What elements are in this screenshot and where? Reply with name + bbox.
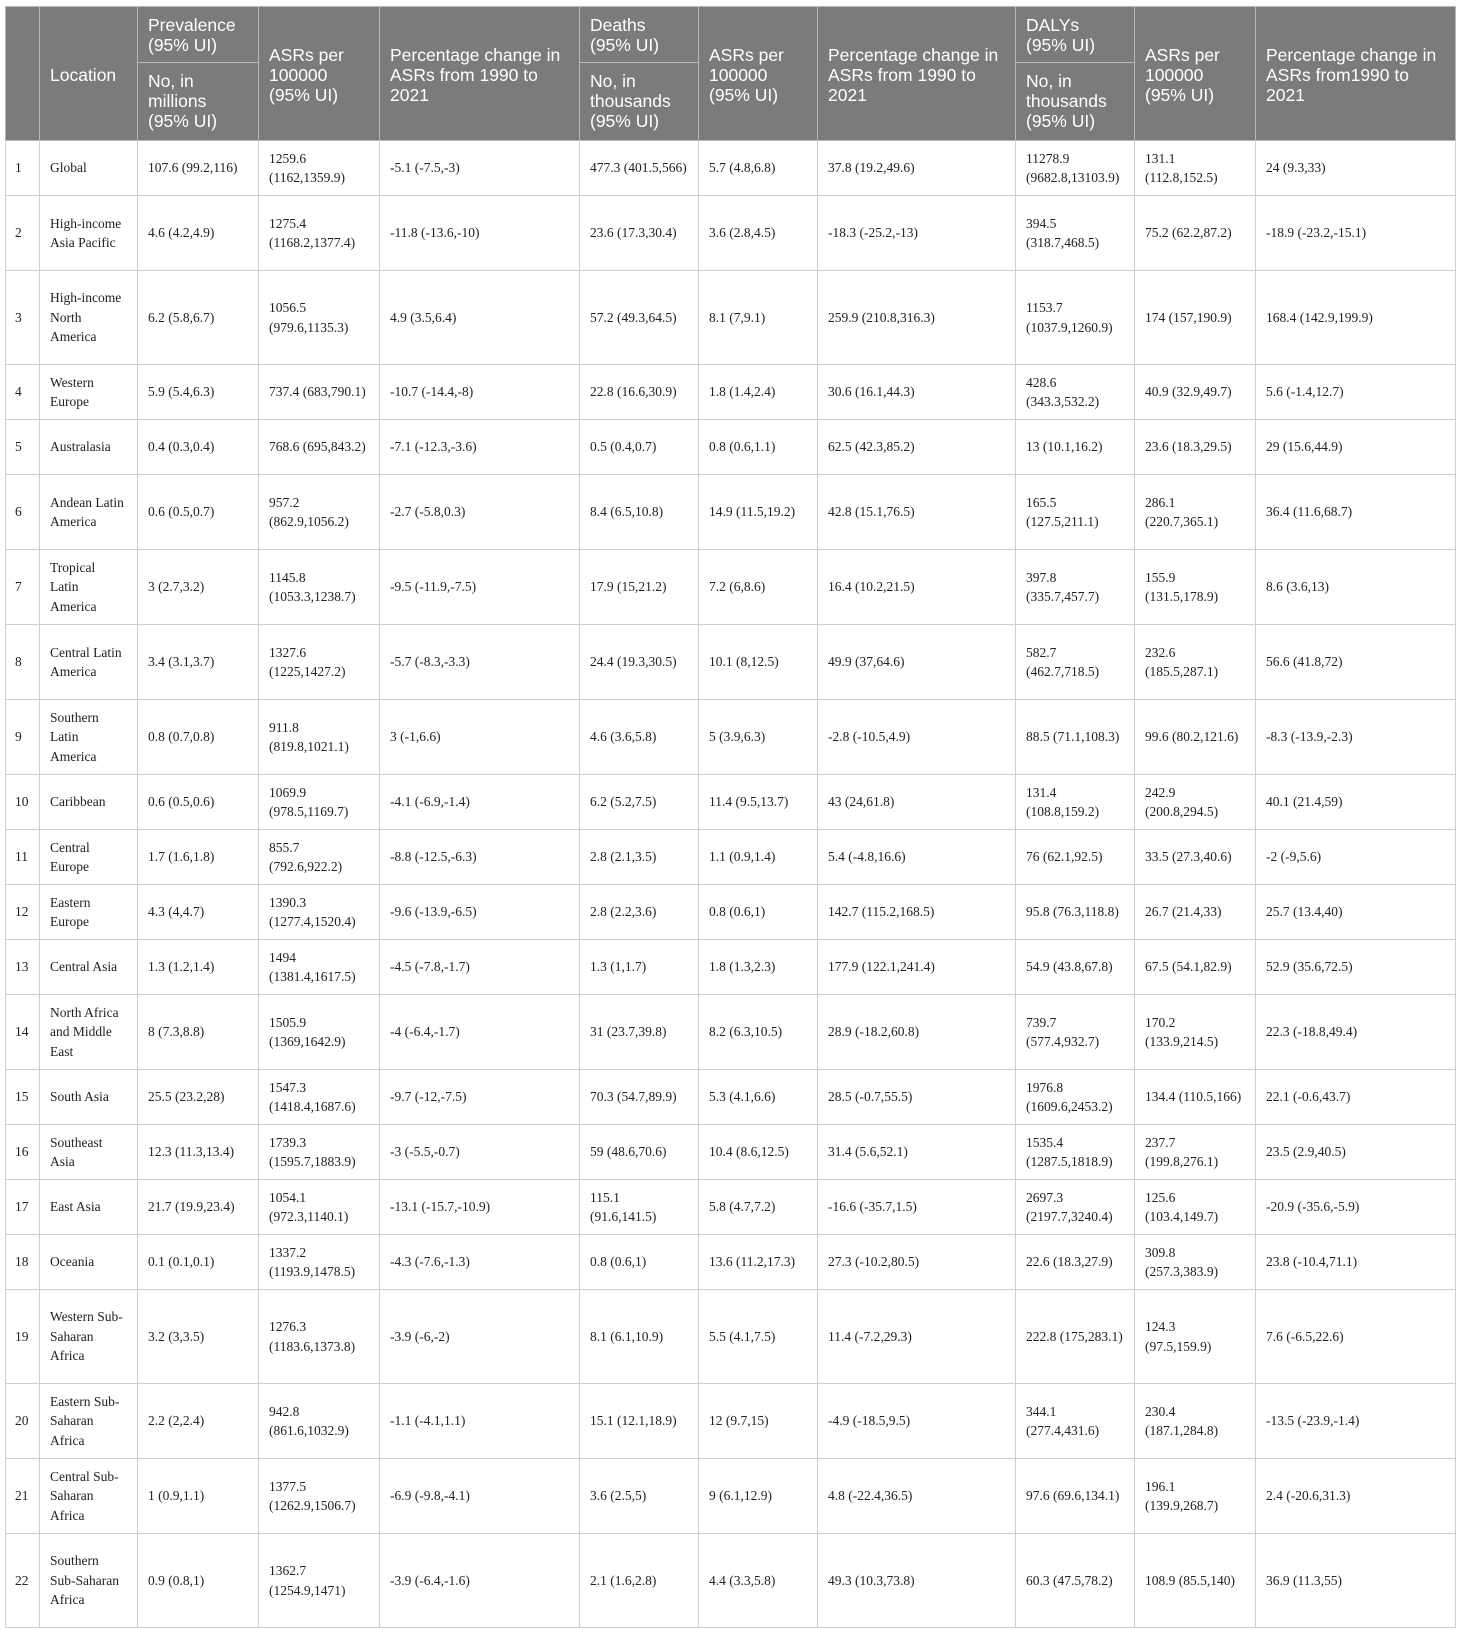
prevalence-count: 1 (0.9,1.1) — [138, 1459, 259, 1534]
prevalence-count: 0.8 (0.7,0.8) — [138, 700, 259, 775]
burden-table — [5, 6, 1456, 1628]
dalys-count: 76 (62.1,92.5) — [1016, 830, 1135, 885]
row-index: 21 — [6, 1459, 40, 1534]
dalys-asr: 170.2 (133.9,214.5) — [1135, 995, 1256, 1070]
location-cell: Southeast Asia — [40, 1125, 138, 1180]
prevalence-asr: 957.2 (862.9,1056.2) — [259, 475, 380, 550]
prevalence-pct-change: -4.3 (-7.6,-1.3) — [380, 1235, 580, 1290]
dalys-asr: 99.6 (80.2,121.6) — [1135, 700, 1256, 775]
prevalence-pct-change: -2.7 (-5.8,0.3) — [380, 475, 580, 550]
dalys-count: 2697.3 (2197.7,3240.4) — [1016, 1180, 1135, 1235]
dalys-asr: 242.9 (200.8,294.5) — [1135, 775, 1256, 830]
location-cell: Southern Latin America — [40, 700, 138, 775]
prevalence-asr: 1275.4 (1168.2,1377.4) — [259, 196, 380, 271]
dalys-pct-change: 23.5 (2.9,40.5) — [1256, 1125, 1456, 1180]
prevalence-asr: 911.8 (819.8,1021.1) — [259, 700, 380, 775]
deaths-count: 2.8 (2.1,3.5) — [580, 830, 699, 885]
prevalence-pct-change: -10.7 (-14.4,-8) — [380, 365, 580, 420]
deaths-pct-change: 49.9 (37,64.6) — [818, 625, 1016, 700]
dalys-pct-change: 2.4 (-20.6,31.3) — [1256, 1459, 1456, 1534]
dalys-count: 222.8 (175,283.1) — [1016, 1290, 1135, 1384]
deaths-pct-change: 177.9 (122.1,241.4) — [818, 940, 1016, 995]
table-row — [6, 1384, 1456, 1459]
prevalence-asr: 737.4 (683,790.1) — [259, 365, 380, 420]
location-cell: Andean Latin America — [40, 475, 138, 550]
prevalence-pct-change: 3 (-1,6.6) — [380, 700, 580, 775]
table-row — [6, 141, 1456, 196]
dalys-pct-change: -2 (-9,5.6) — [1256, 830, 1456, 885]
dalys-pct-change: 22.1 (-0.6,43.7) — [1256, 1070, 1456, 1125]
table-row — [6, 700, 1456, 775]
prevalence-pct-change: -5.1 (-7.5,-3) — [380, 141, 580, 196]
deaths-pct-change: 16.4 (10.2,21.5) — [818, 550, 1016, 625]
prevalence-asr: 1327.6 (1225,1427.2) — [259, 625, 380, 700]
deaths-count: 2.1 (1.6,2.8) — [580, 1534, 699, 1628]
deaths-asr: 5.8 (4.7,7.2) — [699, 1180, 818, 1235]
dalys-asr: 40.9 (32.9,49.7) — [1135, 365, 1256, 420]
header-deaths-pct-change: Percentage change in ASRs from 1990 to 2021 — [818, 7, 1016, 141]
table-row — [6, 1534, 1456, 1628]
dalys-asr: 286.1 (220.7,365.1) — [1135, 475, 1256, 550]
prevalence-pct-change: -9.6 (-13.9,-6.5) — [380, 885, 580, 940]
deaths-pct-change: 42.8 (15.1,76.5) — [818, 475, 1016, 550]
table-row — [6, 271, 1456, 365]
deaths-count: 0.5 (0.4,0.7) — [580, 420, 699, 475]
dalys-count: 1535.4 (1287.5,1818.9) — [1016, 1125, 1135, 1180]
deaths-pct-change: -18.3 (-25.2,-13) — [818, 196, 1016, 271]
deaths-pct-change: 142.7 (115.2,168.5) — [818, 885, 1016, 940]
deaths-count: 4.6 (3.6,5.8) — [580, 700, 699, 775]
table-row — [6, 550, 1456, 625]
table-row — [6, 775, 1456, 830]
location-cell: Western Europe — [40, 365, 138, 420]
header-location: Location — [40, 7, 138, 141]
dalys-count: 13 (10.1,16.2) — [1016, 420, 1135, 475]
row-index: 9 — [6, 700, 40, 775]
location-cell: Central Latin America — [40, 625, 138, 700]
header-deaths-group: Deaths (95% UI) — [580, 7, 699, 63]
dalys-pct-change: -8.3 (-13.9,-2.3) — [1256, 700, 1456, 775]
deaths-pct-change: 30.6 (16.1,44.3) — [818, 365, 1016, 420]
deaths-asr: 8.2 (6.3,10.5) — [699, 995, 818, 1070]
table-container — [5, 6, 1455, 1628]
location-cell: Caribbean — [40, 775, 138, 830]
dalys-pct-change: -13.5 (-23.9,-1.4) — [1256, 1384, 1456, 1459]
prevalence-pct-change: -4.5 (-7.8,-1.7) — [380, 940, 580, 995]
table-row — [6, 885, 1456, 940]
deaths-asr: 4.4 (3.3,5.8) — [699, 1534, 818, 1628]
deaths-asr: 1.8 (1.3,2.3) — [699, 940, 818, 995]
dalys-count: 428.6 (343.3,532.2) — [1016, 365, 1135, 420]
dalys-asr: 33.5 (27.3,40.6) — [1135, 830, 1256, 885]
table-row — [6, 995, 1456, 1070]
prevalence-asr: 1362.7 (1254.9,1471) — [259, 1534, 380, 1628]
dalys-count: 95.8 (76.3,118.8) — [1016, 885, 1135, 940]
deaths-asr: 10.1 (8,12.5) — [699, 625, 818, 700]
prevalence-asr: 1069.9 (978.5,1169.7) — [259, 775, 380, 830]
location-cell: High-income Asia Pacific — [40, 196, 138, 271]
deaths-pct-change: 49.3 (10.3,73.8) — [818, 1534, 1016, 1628]
deaths-asr: 9 (6.1,12.9) — [699, 1459, 818, 1534]
deaths-asr: 13.6 (11.2,17.3) — [699, 1235, 818, 1290]
deaths-count: 115.1 (91.6,141.5) — [580, 1180, 699, 1235]
row-index: 7 — [6, 550, 40, 625]
prevalence-count: 0.1 (0.1,0.1) — [138, 1235, 259, 1290]
prevalence-count: 1.7 (1.6,1.8) — [138, 830, 259, 885]
dalys-count: 54.9 (43.8,67.8) — [1016, 940, 1135, 995]
dalys-asr: 75.2 (62.2,87.2) — [1135, 196, 1256, 271]
prevalence-count: 0.4 (0.3,0.4) — [138, 420, 259, 475]
prevalence-pct-change: -5.7 (-8.3,-3.3) — [380, 625, 580, 700]
location-cell: East Asia — [40, 1180, 138, 1235]
dalys-asr: 196.1 (139.9,268.7) — [1135, 1459, 1256, 1534]
location-cell: High-income North America — [40, 271, 138, 365]
deaths-asr: 14.9 (11.5,19.2) — [699, 475, 818, 550]
deaths-pct-change: 4.8 (-22.4,36.5) — [818, 1459, 1016, 1534]
dalys-asr: 237.7 (199.8,276.1) — [1135, 1125, 1256, 1180]
header-prevalence-asr: ASRs per 100000 (95% UI) — [259, 7, 380, 141]
table-row — [6, 365, 1456, 420]
table-row — [6, 940, 1456, 995]
dalys-count: 739.7 (577.4,932.7) — [1016, 995, 1135, 1070]
prevalence-count: 5.9 (5.4,6.3) — [138, 365, 259, 420]
prevalence-asr: 1145.8 (1053.3,1238.7) — [259, 550, 380, 625]
dalys-count: 397.8 (335.7,457.7) — [1016, 550, 1135, 625]
header-deaths-no: No, in thousands (95% UI) — [580, 63, 699, 141]
deaths-asr: 11.4 (9.5,13.7) — [699, 775, 818, 830]
deaths-pct-change: 62.5 (42.3,85.2) — [818, 420, 1016, 475]
dalys-asr: 134.4 (110.5,166) — [1135, 1070, 1256, 1125]
dalys-pct-change: -18.9 (-23.2,-15.1) — [1256, 196, 1456, 271]
table-row — [6, 196, 1456, 271]
dalys-pct-change: 23.8 (-10.4,71.1) — [1256, 1235, 1456, 1290]
dalys-asr: 131.1 (112.8,152.5) — [1135, 141, 1256, 196]
prevalence-asr: 1494 (1381.4,1617.5) — [259, 940, 380, 995]
prevalence-pct-change: -1.1 (-4.1,1.1) — [380, 1384, 580, 1459]
prevalence-count: 107.6 (99.2,116) — [138, 141, 259, 196]
deaths-pct-change: -2.8 (-10.5,4.9) — [818, 700, 1016, 775]
deaths-count: 31 (23.7,39.8) — [580, 995, 699, 1070]
prevalence-pct-change: -4 (-6.4,-1.7) — [380, 995, 580, 1070]
prevalence-asr: 1377.5 (1262.9,1506.7) — [259, 1459, 380, 1534]
header-prevalence-group: Prevalence (95% UI) — [138, 7, 259, 63]
location-cell: Western Sub-Saharan Africa — [40, 1290, 138, 1384]
header-index — [6, 7, 40, 141]
deaths-pct-change: 31.4 (5.6,52.1) — [818, 1125, 1016, 1180]
dalys-count: 22.6 (18.3,27.9) — [1016, 1235, 1135, 1290]
prevalence-asr: 768.6 (695,843.2) — [259, 420, 380, 475]
table-row — [6, 830, 1456, 885]
prevalence-count: 0.9 (0.8,1) — [138, 1534, 259, 1628]
location-cell: North Africa and Middle East — [40, 995, 138, 1070]
dalys-asr: 108.9 (85.5,140) — [1135, 1534, 1256, 1628]
dalys-count: 11278.9 (9682.8,13103.9) — [1016, 141, 1135, 196]
row-index: 14 — [6, 995, 40, 1070]
header-prevalence-pct-change: Percentage change in ASRs from 1990 to 2021 — [380, 7, 580, 141]
table-row — [6, 1125, 1456, 1180]
dalys-pct-change: 7.6 (-6.5,22.6) — [1256, 1290, 1456, 1384]
prevalence-pct-change: -3.9 (-6,-2) — [380, 1290, 580, 1384]
dalys-asr: 309.8 (257.3,383.9) — [1135, 1235, 1256, 1290]
row-index: 15 — [6, 1070, 40, 1125]
table-row — [6, 1180, 1456, 1235]
dalys-pct-change: 25.7 (13.4,40) — [1256, 885, 1456, 940]
row-index: 13 — [6, 940, 40, 995]
prevalence-count: 3.4 (3.1,3.7) — [138, 625, 259, 700]
prevalence-count: 6.2 (5.8,6.7) — [138, 271, 259, 365]
dalys-asr: 26.7 (21.4,33) — [1135, 885, 1256, 940]
prevalence-pct-change: -9.7 (-12,-7.5) — [380, 1070, 580, 1125]
deaths-count: 22.8 (16.6,30.9) — [580, 365, 699, 420]
deaths-count: 59 (48.6,70.6) — [580, 1125, 699, 1180]
dalys-asr: 230.4 (187.1,284.8) — [1135, 1384, 1256, 1459]
dalys-pct-change: -20.9 (-35.6,-5.9) — [1256, 1180, 1456, 1235]
prevalence-count: 21.7 (19.9,23.4) — [138, 1180, 259, 1235]
prevalence-count: 2.2 (2,2.4) — [138, 1384, 259, 1459]
deaths-asr: 12 (9.7,15) — [699, 1384, 818, 1459]
dalys-count: 88.5 (71.1,108.3) — [1016, 700, 1135, 775]
prevalence-pct-change: -4.1 (-6.9,-1.4) — [380, 775, 580, 830]
deaths-asr: 0.8 (0.6,1.1) — [699, 420, 818, 475]
dalys-pct-change: 52.9 (35.6,72.5) — [1256, 940, 1456, 995]
row-index: 8 — [6, 625, 40, 700]
deaths-asr: 5.5 (4.1,7.5) — [699, 1290, 818, 1384]
location-cell: Global — [40, 141, 138, 196]
deaths-count: 2.8 (2.2,3.6) — [580, 885, 699, 940]
row-index: 20 — [6, 1384, 40, 1459]
row-index: 18 — [6, 1235, 40, 1290]
table-row — [6, 475, 1456, 550]
location-cell: Australasia — [40, 420, 138, 475]
dalys-asr: 174 (157,190.9) — [1135, 271, 1256, 365]
prevalence-asr: 1505.9 (1369,1642.9) — [259, 995, 380, 1070]
prevalence-asr: 1276.3 (1183.6,1373.8) — [259, 1290, 380, 1384]
deaths-asr: 0.8 (0.6,1) — [699, 885, 818, 940]
prevalence-asr: 1547.3 (1418.4,1687.6) — [259, 1070, 380, 1125]
table-row — [6, 1070, 1456, 1125]
prevalence-count: 3 (2.7,3.2) — [138, 550, 259, 625]
dalys-asr: 124.3 (97.5,159.9) — [1135, 1290, 1256, 1384]
deaths-pct-change: 27.3 (-10.2,80.5) — [818, 1235, 1016, 1290]
location-cell: Central Europe — [40, 830, 138, 885]
row-index: 5 — [6, 420, 40, 475]
deaths-count: 15.1 (12.1,18.9) — [580, 1384, 699, 1459]
location-cell: Tropical Latin America — [40, 550, 138, 625]
prevalence-pct-change: -3 (-5.5,-0.7) — [380, 1125, 580, 1180]
dalys-count: 165.5 (127.5,211.1) — [1016, 475, 1135, 550]
prevalence-pct-change: -13.1 (-15.7,-10.9) — [380, 1180, 580, 1235]
prevalence-count: 12.3 (11.3,13.4) — [138, 1125, 259, 1180]
prevalence-asr: 1259.6 (1162,1359.9) — [259, 141, 380, 196]
header-prevalence-no: No, in millions (95% UI) — [138, 63, 259, 141]
row-index: 1 — [6, 141, 40, 196]
header-dalys-group: DALYs (95% UI) — [1016, 7, 1135, 63]
prevalence-count: 25.5 (23.2,28) — [138, 1070, 259, 1125]
table-row — [6, 420, 1456, 475]
dalys-count: 344.1 (277.4,431.6) — [1016, 1384, 1135, 1459]
prevalence-pct-change: -9.5 (-11.9,-7.5) — [380, 550, 580, 625]
deaths-pct-change: 37.8 (19.2,49.6) — [818, 141, 1016, 196]
deaths-pct-change: -16.6 (-35.7,1.5) — [818, 1180, 1016, 1235]
prevalence-pct-change: -8.8 (-12.5,-6.3) — [380, 830, 580, 885]
deaths-asr: 8.1 (7,9.1) — [699, 271, 818, 365]
dalys-pct-change: 5.6 (-1.4,12.7) — [1256, 365, 1456, 420]
deaths-asr: 5 (3.9,6.3) — [699, 700, 818, 775]
location-cell: Central Sub-Saharan Africa — [40, 1459, 138, 1534]
prevalence-count: 4.6 (4.2,4.9) — [138, 196, 259, 271]
deaths-pct-change: 11.4 (-7.2,29.3) — [818, 1290, 1016, 1384]
location-cell: Eastern Sub-Saharan Africa — [40, 1384, 138, 1459]
header-dalys-pct-change: Percentage change in ASRs from1990 to 2021 — [1256, 7, 1456, 141]
prevalence-count: 3.2 (3,3.5) — [138, 1290, 259, 1384]
header-deaths-asr: ASRs per 100000 (95% UI) — [699, 7, 818, 141]
location-cell: Central Asia — [40, 940, 138, 995]
prevalence-count: 1.3 (1.2,1.4) — [138, 940, 259, 995]
row-index: 6 — [6, 475, 40, 550]
dalys-asr: 232.6 (185.5,287.1) — [1135, 625, 1256, 700]
row-index: 10 — [6, 775, 40, 830]
prevalence-pct-change: -7.1 (-12.3,-3.6) — [380, 420, 580, 475]
dalys-asr: 125.6 (103.4,149.7) — [1135, 1180, 1256, 1235]
location-cell: Southern Sub-Saharan Africa — [40, 1534, 138, 1628]
row-index: 4 — [6, 365, 40, 420]
header-dalys-no: No, in thousands (95% UI) — [1016, 63, 1135, 141]
deaths-asr: 1.1 (0.9,1.4) — [699, 830, 818, 885]
dalys-pct-change: 36.9 (11.3,55) — [1256, 1534, 1456, 1628]
prevalence-count: 0.6 (0.5,0.6) — [138, 775, 259, 830]
dalys-count: 131.4 (108.8,159.2) — [1016, 775, 1135, 830]
dalys-asr: 67.5 (54.1,82.9) — [1135, 940, 1256, 995]
row-index: 12 — [6, 885, 40, 940]
deaths-pct-change: 5.4 (-4.8,16.6) — [818, 830, 1016, 885]
deaths-asr: 5.3 (4.1,6.6) — [699, 1070, 818, 1125]
header-dalys-asr: ASRs per 100000 (95% UI) — [1135, 7, 1256, 141]
deaths-count: 8.1 (6.1,10.9) — [580, 1290, 699, 1384]
dalys-pct-change: 36.4 (11.6,68.7) — [1256, 475, 1456, 550]
deaths-pct-change: 259.9 (210.8,316.3) — [818, 271, 1016, 365]
location-cell: Eastern Europe — [40, 885, 138, 940]
prevalence-pct-change: 4.9 (3.5,6.4) — [380, 271, 580, 365]
dalys-count: 394.5 (318.7,468.5) — [1016, 196, 1135, 271]
prevalence-asr: 855.7 (792.6,922.2) — [259, 830, 380, 885]
dalys-count: 1976.8 (1609.6,2453.2) — [1016, 1070, 1135, 1125]
deaths-count: 23.6 (17.3,30.4) — [580, 196, 699, 271]
dalys-count: 582.7 (462.7,718.5) — [1016, 625, 1135, 700]
prevalence-pct-change: -6.9 (-9.8,-4.1) — [380, 1459, 580, 1534]
deaths-count: 0.8 (0.6,1) — [580, 1235, 699, 1290]
dalys-pct-change: 56.6 (41.8,72) — [1256, 625, 1456, 700]
deaths-asr: 10.4 (8.6,12.5) — [699, 1125, 818, 1180]
deaths-count: 1.3 (1,1.7) — [580, 940, 699, 995]
deaths-count: 17.9 (15,21.2) — [580, 550, 699, 625]
row-index: 11 — [6, 830, 40, 885]
dalys-count: 97.6 (69.6,134.1) — [1016, 1459, 1135, 1534]
deaths-asr: 3.6 (2.8,4.5) — [699, 196, 818, 271]
dalys-count: 60.3 (47.5,78.2) — [1016, 1534, 1135, 1628]
prevalence-count: 4.3 (4,4.7) — [138, 885, 259, 940]
deaths-count: 24.4 (19.3,30.5) — [580, 625, 699, 700]
dalys-pct-change: 168.4 (142.9,199.9) — [1256, 271, 1456, 365]
table-row — [6, 1459, 1456, 1534]
location-cell: South Asia — [40, 1070, 138, 1125]
row-index: 22 — [6, 1534, 40, 1628]
prevalence-asr: 1054.1 (972.3,1140.1) — [259, 1180, 380, 1235]
deaths-pct-change: 28.9 (-18.2,60.8) — [818, 995, 1016, 1070]
deaths-count: 8.4 (6.5,10.8) — [580, 475, 699, 550]
deaths-pct-change: 43 (24,61.8) — [818, 775, 1016, 830]
table-row — [6, 1290, 1456, 1384]
deaths-count: 477.3 (401.5,566) — [580, 141, 699, 196]
deaths-count: 70.3 (54.7,89.9) — [580, 1070, 699, 1125]
prevalence-asr: 1390.3 (1277.4,1520.4) — [259, 885, 380, 940]
prevalence-asr: 942.8 (861.6,1032.9) — [259, 1384, 380, 1459]
prevalence-pct-change: -11.8 (-13.6,-10) — [380, 196, 580, 271]
deaths-count: 57.2 (49.3,64.5) — [580, 271, 699, 365]
location-cell: Oceania — [40, 1235, 138, 1290]
row-index: 2 — [6, 196, 40, 271]
prevalence-asr: 1056.5 (979.6,1135.3) — [259, 271, 380, 365]
dalys-pct-change: 29 (15.6,44.9) — [1256, 420, 1456, 475]
dalys-count: 1153.7 (1037.9,1260.9) — [1016, 271, 1135, 365]
prevalence-asr: 1337.2 (1193.9,1478.5) — [259, 1235, 380, 1290]
row-index: 19 — [6, 1290, 40, 1384]
prevalence-pct-change: -3.9 (-6.4,-1.6) — [380, 1534, 580, 1628]
deaths-count: 3.6 (2.5,5) — [580, 1459, 699, 1534]
table-row — [6, 1235, 1456, 1290]
prevalence-count: 0.6 (0.5,0.7) — [138, 475, 259, 550]
row-index: 16 — [6, 1125, 40, 1180]
row-index: 3 — [6, 271, 40, 365]
dalys-pct-change: 24 (9.3,33) — [1256, 141, 1456, 196]
deaths-asr: 1.8 (1.4,2.4) — [699, 365, 818, 420]
deaths-count: 6.2 (5.2,7.5) — [580, 775, 699, 830]
dalys-pct-change: 8.6 (3.6,13) — [1256, 550, 1456, 625]
deaths-pct-change: 28.5 (-0.7,55.5) — [818, 1070, 1016, 1125]
deaths-asr: 7.2 (6,8.6) — [699, 550, 818, 625]
deaths-asr: 5.7 (4.8,6.8) — [699, 141, 818, 196]
prevalence-asr: 1739.3 (1595.7,1883.9) — [259, 1125, 380, 1180]
table-row — [6, 625, 1456, 700]
dalys-pct-change: 22.3 (-18.8,49.4) — [1256, 995, 1456, 1070]
dalys-asr: 155.9 (131.5,178.9) — [1135, 550, 1256, 625]
dalys-pct-change: 40.1 (21.4,59) — [1256, 775, 1456, 830]
row-index: 17 — [6, 1180, 40, 1235]
prevalence-count: 8 (7.3,8.8) — [138, 995, 259, 1070]
deaths-pct-change: -4.9 (-18.5,9.5) — [818, 1384, 1016, 1459]
dalys-asr: 23.6 (18.3,29.5) — [1135, 420, 1256, 475]
